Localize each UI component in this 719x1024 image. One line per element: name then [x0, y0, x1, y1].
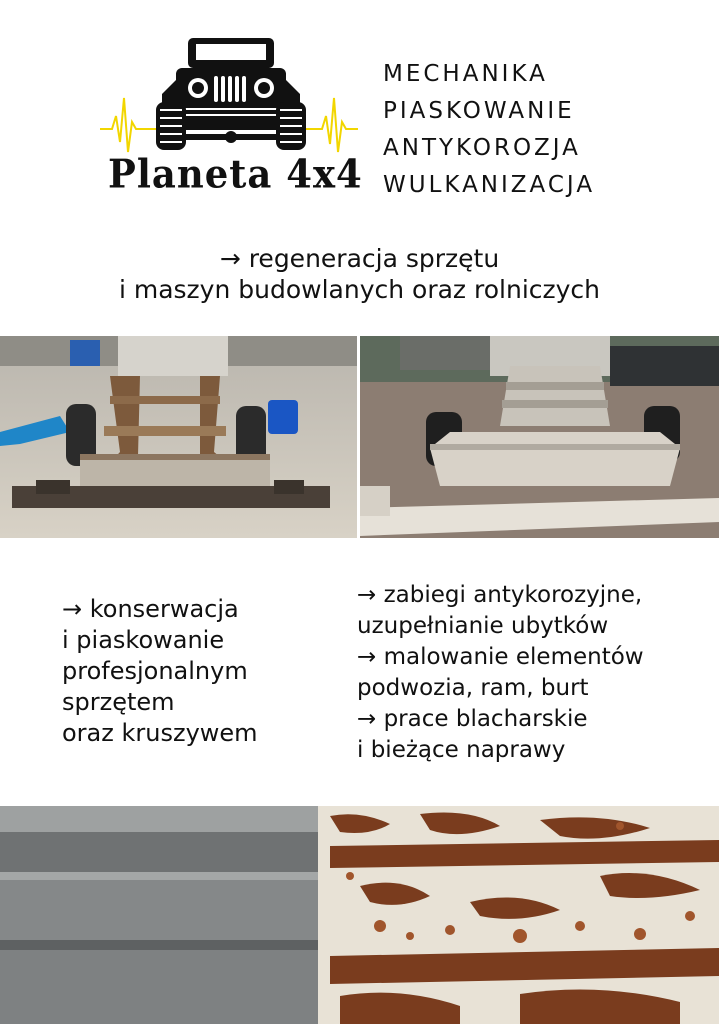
photo-rusty-frame — [0, 336, 357, 538]
intro-text — [0, 243, 719, 305]
text-line: podwozia, ram, burt — [357, 675, 589, 701]
photo-metal-before-after — [0, 806, 719, 1024]
heartbeat-right-icon — [300, 98, 358, 152]
text-line: i piaskowanie — [62, 626, 225, 654]
services-list — [383, 56, 595, 204]
service-item: ANTYKOROZJA — [383, 135, 581, 161]
text-line: → konserwacja — [62, 595, 239, 623]
intro-line: → regeneracja sprzętu — [219, 244, 500, 273]
text-line: oraz kruszywem — [62, 719, 258, 747]
text-line: sprzętem — [62, 688, 175, 716]
text-line: profesjonalnym — [62, 657, 248, 685]
text-line: → prace blacharskie — [357, 706, 588, 732]
service-item: WULKANIZACJA — [383, 172, 596, 198]
service-description-left — [62, 594, 258, 749]
service-item: MECHANIKA — [383, 61, 548, 87]
text-line: uzupełnianie ubytków — [357, 613, 609, 639]
intro-line: i maszyn budowlanych oraz rolniczych — [118, 275, 601, 304]
service-item: PIASKOWANIE — [383, 98, 575, 124]
brand-name: Planeta 4x4 — [108, 150, 363, 198]
text-line: → zabiegi antykorozyjne, — [357, 582, 643, 608]
heartbeat-left-icon — [100, 98, 160, 152]
service-description-right — [357, 580, 644, 766]
photo-blasted-frame — [360, 336, 719, 538]
text-line: i bieżące naprawy — [357, 737, 566, 763]
text-line: → malowanie elementów — [357, 644, 644, 670]
